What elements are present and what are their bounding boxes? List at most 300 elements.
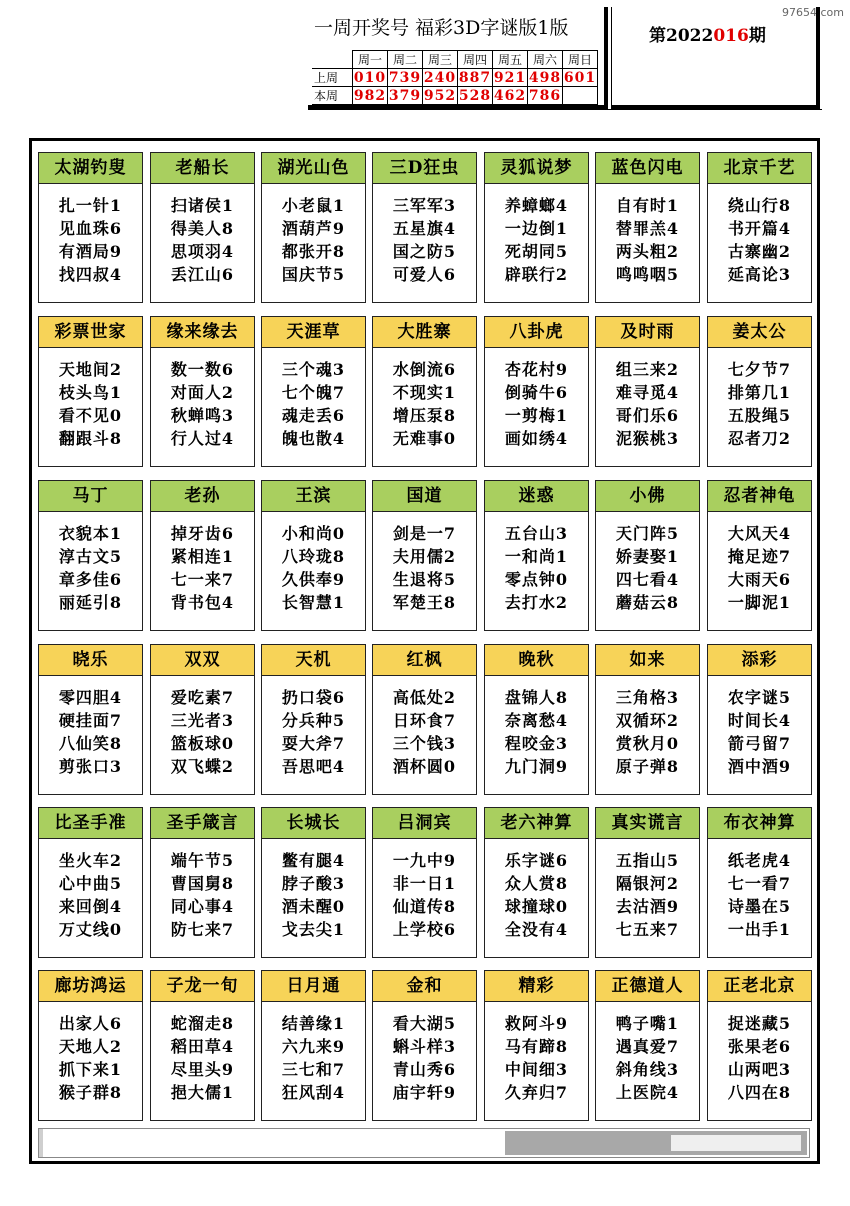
riddle-line: 枝头鸟1 [58,383,123,402]
riddle-card-title: 及时雨 [596,317,699,348]
riddle-line: 分兵种5 [281,711,346,730]
riddle-line: 排第几1 [727,383,792,402]
riddle-line: 猴子群8 [58,1083,123,1102]
riddle-line: 赏秋月0 [615,734,680,753]
riddle-card [38,970,143,1121]
riddle-line: 戈去尖1 [281,920,346,939]
this-week-row [312,87,598,105]
riddle-line: 上学校6 [392,920,457,939]
draw-results-panel [308,7,608,109]
riddle-lines [596,676,699,778]
riddle-line: 全没有4 [504,920,569,939]
riddle-card-title: 姜太公 [708,317,811,348]
riddle-card [372,807,477,958]
riddle-card [372,480,477,631]
riddle-lines [151,1002,254,1104]
riddle-line: 鸭子嘴1 [615,1014,680,1033]
riddle-line: 鸣鸣咽5 [615,265,680,284]
riddle-line: 数一数6 [170,360,235,379]
riddle-line: 一脚泥1 [727,593,792,612]
riddle-line: 曹国舅8 [170,874,235,893]
riddle-line: 救阿斗9 [504,1014,569,1033]
riddle-lines [373,676,476,778]
riddle-line: 防七来7 [170,920,235,939]
riddle-card [484,316,589,467]
riddle-line: 去沽酒9 [615,897,680,916]
riddle-line: 酒中酒9 [727,757,792,776]
riddle-card [261,480,366,631]
riddle-card [707,807,812,958]
riddle-line: 球撞球0 [504,897,569,916]
riddle-line: 自有时1 [615,196,680,215]
riddle-line: 背书包4 [170,593,235,612]
riddle-line: 农字谜5 [727,688,792,707]
riddle-card [261,152,366,303]
riddle-card-title: 缘来缘去 [151,317,254,348]
riddle-card [38,480,143,631]
riddle-line: 看不见0 [58,406,123,425]
draw-number: 982 [353,87,387,104]
riddle-lines [596,512,699,614]
draw-number: 887 [458,69,492,86]
riddle-lines [373,1002,476,1104]
riddle-lines [485,839,588,941]
riddle-card-title: 太湖钓叟 [39,153,142,184]
riddle-line: 久弃归7 [504,1083,569,1102]
row-label: 上周 [312,69,353,87]
riddle-card-title: 灵狐说梦 [485,153,588,184]
riddle-lines [39,512,142,614]
riddle-lines [708,676,811,778]
riddle-line: 两头粗2 [615,242,680,261]
draw-number: 462 [493,87,527,104]
riddle-line: 大风天4 [727,524,792,543]
riddle-lines [39,676,142,778]
riddle-card [150,807,255,958]
riddle-card [150,480,255,631]
riddle-line: 程咬金3 [504,734,569,753]
riddle-line: 一边倒1 [504,219,569,238]
riddle-card [261,807,366,958]
riddle-card-title: 长城长 [262,808,365,839]
riddle-line: 五星旗4 [392,219,457,238]
riddle-lines [485,676,588,778]
riddle-line: 盘锦人8 [504,688,569,707]
riddle-line: 高低处2 [392,688,457,707]
riddle-line: 书开篇4 [727,219,792,238]
riddle-line: 端午节5 [170,851,235,870]
riddle-card [595,316,700,467]
riddle-card [484,970,589,1121]
riddle-lines [708,348,811,450]
riddle-line: 替罪羔4 [615,219,680,238]
riddle-lines [151,184,254,286]
day-header: 周三 [423,51,458,69]
riddle-line: 剑是一7 [392,524,457,543]
riddle-line: 挹大儒1 [170,1083,235,1102]
riddle-line: 乐字谜6 [504,851,569,870]
riddle-line: 延高论3 [727,265,792,284]
riddle-lines [485,512,588,614]
riddle-line: 三个钱3 [392,734,457,753]
riddle-line: 小老鼠1 [281,196,346,215]
riddle-line: 泥猴桃3 [615,429,680,448]
riddle-line: 三个魂3 [281,360,346,379]
riddle-line: 魄也散4 [281,429,346,448]
riddle-card-title: 老六神算 [485,808,588,839]
riddle-card-title: 彩票世家 [39,317,142,348]
riddle-card-title: 晚秋 [485,645,588,676]
riddle-card [595,152,700,303]
riddle-line: 天门阵5 [615,524,680,543]
riddle-line: 可爱人6 [392,265,457,284]
riddle-line: 秋蝉鸣3 [170,406,235,425]
riddle-line: 篮板球0 [170,734,235,753]
riddle-card [707,152,812,303]
riddle-line: 水倒流6 [392,360,457,379]
riddle-line: 青山秀6 [392,1060,457,1079]
riddle-card [484,644,589,795]
riddle-card-title: 国道 [373,481,476,512]
draw-number: 240 [423,69,457,86]
riddle-line: 小和尚0 [281,524,346,543]
riddle-card [707,480,812,631]
riddle-line: 国之防5 [392,242,457,261]
riddle-line: 来回倒4 [58,897,123,916]
riddle-line: 五指山5 [615,851,680,870]
riddle-line: 遇真爱7 [615,1037,680,1056]
riddle-line: 爱吃素7 [170,688,235,707]
riddle-line: 零点钟0 [504,570,569,589]
riddle-card-title: 添彩 [708,645,811,676]
riddle-line: 诗墨在5 [727,897,792,916]
riddle-line: 思项羽4 [170,242,235,261]
riddle-card-title: 湖光山色 [262,153,365,184]
riddle-line: 增压泵8 [392,406,457,425]
riddle-card [707,316,812,467]
riddle-lines [151,839,254,941]
riddle-line: 双循环2 [615,711,680,730]
riddle-line: 上医院4 [615,1083,680,1102]
riddle-card [595,970,700,1121]
day-header: 周一 [353,51,388,69]
riddle-card-title: 日月通 [262,971,365,1002]
riddle-line: 同心事4 [170,897,235,916]
riddle-line: 无难事0 [392,429,457,448]
riddle-line: 脖子酸3 [281,874,346,893]
riddle-line: 养蟑螂4 [504,196,569,215]
riddle-line: 难寻觅4 [615,383,680,402]
riddle-line: 酒杯圆0 [392,757,457,776]
riddle-line: 吾思吧4 [281,757,346,776]
issue-panel [611,7,820,109]
riddle-line: 五股绳5 [727,406,792,425]
issue-prefix: 第2022 [649,26,714,46]
riddle-card-title: 忍者神龟 [708,481,811,512]
riddle-line: 中间细3 [504,1060,569,1079]
riddle-line: 马有蹄8 [504,1037,569,1056]
riddle-line: 丽延引8 [58,593,123,612]
draw-number: 528 [458,87,492,104]
riddle-line: 山两吧3 [727,1060,792,1079]
riddle-line: 日环食7 [392,711,457,730]
riddle-card-title: 蓝色闪电 [596,153,699,184]
riddle-lines [596,348,699,450]
riddle-line: 八四在8 [727,1083,792,1102]
riddle-lines [596,839,699,941]
riddle-line: 隔银河2 [615,874,680,893]
riddle-card [150,316,255,467]
riddle-line: 耍大斧7 [281,734,346,753]
site-watermark: 97654.com [782,6,844,19]
last-week-row [312,69,598,87]
riddle-line: 军楚王8 [392,593,457,612]
riddle-line: 掉牙齿6 [170,524,235,543]
draw-number: 379 [388,87,422,104]
riddle-line: 翻跟斗8 [58,429,123,448]
riddle-lines [262,1002,365,1104]
riddle-lines [373,839,476,941]
riddle-lines [373,512,476,614]
riddle-line: 丢江山6 [170,265,235,284]
riddle-card-title: 老孙 [151,481,254,512]
riddle-line: 古寨幽2 [727,242,792,261]
riddle-line: 倒骑牛6 [504,383,569,402]
riddle-line: 蝌斗样3 [392,1037,457,1056]
riddle-lines [151,348,254,450]
riddle-line: 组三来2 [615,360,680,379]
riddle-line: 坐火车2 [58,851,123,870]
riddle-line: 尽里头9 [170,1060,235,1079]
riddle-lines [708,1002,811,1104]
riddle-card-title: 红枫 [373,645,476,676]
riddle-line: 三角格3 [615,688,680,707]
riddle-line: 长智慧1 [281,593,346,612]
riddle-lines [39,839,142,941]
riddle-line: 斜角线3 [615,1060,680,1079]
riddle-line: 抓下来1 [58,1060,123,1079]
riddle-card [38,316,143,467]
riddle-line: 掩足迹7 [727,547,792,566]
riddle-card [372,970,477,1121]
riddle-card-title: 吕洞宾 [373,808,476,839]
riddle-card [372,644,477,795]
riddle-card [150,152,255,303]
riddle-line: 天地间2 [58,360,123,379]
riddle-lines [708,839,811,941]
riddle-lines [596,1002,699,1104]
riddle-line: 哥们乐6 [615,406,680,425]
riddle-line: 八仙笑8 [58,734,123,753]
riddle-lines [262,348,365,450]
day-header-row [312,51,598,69]
riddle-line: 八玲珑8 [281,547,346,566]
riddle-line: 扔口袋6 [281,688,346,707]
riddle-card [484,152,589,303]
riddle-card [484,480,589,631]
riddle-lines [262,676,365,778]
riddle-lines [39,348,142,450]
riddle-card [261,970,366,1121]
riddle-line: 一出手1 [727,920,792,939]
riddle-line: 扎一针1 [58,196,123,215]
riddle-line: 一和尚1 [504,547,569,566]
riddle-card-title: 北京千艺 [708,153,811,184]
riddle-line: 看大湖5 [392,1014,457,1033]
riddle-line: 结善缘1 [281,1014,346,1033]
riddle-line: 鳖有腿4 [281,851,346,870]
riddle-line: 绕山行8 [727,196,792,215]
day-header: 周五 [493,51,528,69]
riddle-line: 出家人6 [58,1014,123,1033]
riddle-line: 辟联行2 [504,265,569,284]
riddle-card [595,480,700,631]
riddle-card-title: 王滨 [262,481,365,512]
issue-highlight: 016 [713,26,749,46]
riddle-lines [485,1002,588,1104]
riddle-line: 不现实1 [392,383,457,402]
riddle-card-title: 迷惑 [485,481,588,512]
riddle-line: 魂走丢6 [281,406,346,425]
day-header: 周六 [528,51,563,69]
riddle-card [261,644,366,795]
footer-edge [39,1129,43,1157]
riddle-line: 忍者刀2 [727,429,792,448]
riddle-lines [151,676,254,778]
issue-suffix: 期 [748,26,766,46]
riddle-card-title: 马丁 [39,481,142,512]
riddle-lines [373,184,476,286]
draw-number: 601 [563,69,597,86]
riddle-card [707,970,812,1121]
riddle-card-title: 布衣神算 [708,808,811,839]
riddle-line: 见血珠6 [58,219,123,238]
riddle-card [372,316,477,467]
day-header: 周四 [458,51,493,69]
riddle-line: 蘑菇云8 [615,593,680,612]
riddle-line: 五台山3 [504,524,569,543]
riddle-card-title: 廊坊鸿运 [39,971,142,1002]
riddle-card [38,807,143,958]
riddle-line: 章多佳6 [58,570,123,589]
riddle-card [150,644,255,795]
footer-highlight [671,1135,801,1151]
draw-number: 498 [528,69,562,86]
riddle-card-title: 如来 [596,645,699,676]
riddle-card-title: 天机 [262,645,365,676]
riddle-line: 九门洞9 [504,757,569,776]
riddle-line: 死胡同5 [504,242,569,261]
riddle-line: 硬挂面7 [58,711,123,730]
riddle-lines [596,184,699,286]
riddle-lines [485,348,588,450]
day-header: 周二 [388,51,423,69]
riddle-line: 得美人8 [170,219,235,238]
riddle-line: 原子弹8 [615,757,680,776]
riddle-card-title: 老船长 [151,153,254,184]
riddle-line: 扫诸侯1 [170,196,235,215]
riddle-line: 纸老虎4 [727,851,792,870]
page-title: 一周开奖号 福彩3D字谜版1版 [314,17,569,39]
riddle-line: 画如绣4 [504,429,569,448]
riddle-card [595,644,700,795]
riddle-lines [373,348,476,450]
riddle-lines [262,512,365,614]
riddle-line: 酒葫芦9 [281,219,346,238]
riddle-line: 七夕节7 [727,360,792,379]
riddle-card-title: 天涯草 [262,317,365,348]
riddle-line: 娇妻娶1 [615,547,680,566]
riddle-card-title: 晓乐 [39,645,142,676]
riddle-card [261,316,366,467]
riddle-card-title: 子龙一旬 [151,971,254,1002]
riddle-card [38,644,143,795]
draw-number: 952 [423,87,457,104]
draw-number: 739 [388,69,422,86]
riddle-line: 众人赏8 [504,874,569,893]
riddle-line: 七一看7 [727,874,792,893]
draw-number [563,87,598,105]
riddle-lines [485,184,588,286]
riddle-line: 时间长4 [727,711,792,730]
riddle-line: 国庆节5 [281,265,346,284]
riddle-line: 非一日1 [392,874,457,893]
riddle-line: 酒未醒0 [281,897,346,916]
riddle-line: 箭弓留7 [727,734,792,753]
day-header: 周日 [563,51,598,69]
riddle-card-title: 三D狂虫 [373,153,476,184]
corner-cell [312,51,353,69]
riddle-line: 仙道传8 [392,897,457,916]
riddle-line: 大雨天6 [727,570,792,589]
riddle-lines [708,512,811,614]
riddle-card-title: 精彩 [485,971,588,1002]
riddle-card-title: 八卦虎 [485,317,588,348]
riddle-card-title: 正老北京 [708,971,811,1002]
riddle-line: 淳古文5 [58,547,123,566]
riddle-lines [39,1002,142,1104]
riddle-card-title: 正德道人 [596,971,699,1002]
row-label: 本周 [312,87,353,105]
riddle-card [150,970,255,1121]
riddle-line: 庙宇轩9 [392,1083,457,1102]
riddle-line: 有酒局9 [58,242,123,261]
riddle-line: 万丈线0 [58,920,123,939]
header-divider [308,109,822,110]
riddle-line: 蛇溜走8 [170,1014,235,1033]
footer-bar [38,1128,810,1158]
riddle-line: 去打水2 [504,593,569,612]
riddle-line: 对面人2 [170,383,235,402]
riddle-line: 夫用儒2 [392,547,457,566]
riddle-line: 双飞蝶2 [170,757,235,776]
riddle-card-title: 真实谎言 [596,808,699,839]
riddle-lines [262,839,365,941]
riddle-card-title: 圣手箴言 [151,808,254,839]
riddle-line: 都张开8 [281,242,346,261]
riddle-line: 零四胆4 [58,688,123,707]
riddle-line: 张果老6 [727,1037,792,1056]
riddle-line: 六九来9 [281,1037,346,1056]
riddle-line: 三光者3 [170,711,235,730]
riddle-card [372,152,477,303]
draw-number: 010 [353,69,387,86]
riddle-line: 三军军3 [392,196,457,215]
riddle-card [484,807,589,958]
riddle-line: 衣貌本1 [58,524,123,543]
riddle-line: 一九中9 [392,851,457,870]
riddle-line: 生退将5 [392,570,457,589]
